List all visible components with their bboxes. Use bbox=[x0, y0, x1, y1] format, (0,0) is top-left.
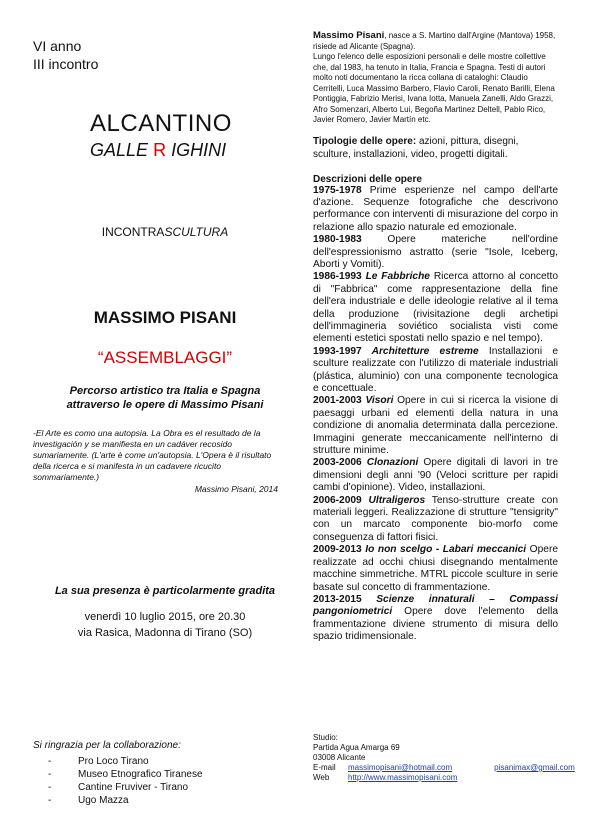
period-title: Architetture estreme bbox=[361, 345, 479, 357]
exhibition-title: “ASSEMBLAGGI” bbox=[97, 348, 233, 367]
period-text: Prime esperienze nel campo dell'arte d'azione. Sequenze fotografiche che descrivono performance con interventi di misurazione del corpo in relazione allo spazio naturale ed emozionale. bbox=[313, 184, 558, 233]
artist-name: MASSIMO PISANI bbox=[93, 308, 237, 327]
artist-bio bbox=[313, 31, 558, 126]
email-row bbox=[313, 763, 575, 773]
subtitle-line-2: attraverso le opere di Massimo Pisani bbox=[66, 399, 264, 411]
period-entry bbox=[313, 234, 558, 271]
period-text: Opere materiche nell'ordine dell'espressionismo astratto (serie "Isole, Iceberg, Aborti y Vomiti). bbox=[313, 234, 558, 270]
edition-info bbox=[33, 37, 98, 73]
gallery-name-part2: IGHINI bbox=[171, 140, 227, 160]
period-years: 2009-2013 bbox=[313, 544, 362, 556]
venue-title: ALCANTINO bbox=[90, 110, 232, 137]
quote-author: Massimo Pisani, 2014 bbox=[194, 484, 278, 494]
event-location: via Rasica, Madonna di Tirano (SO) bbox=[77, 627, 253, 639]
gallery-name bbox=[90, 140, 226, 161]
typologies bbox=[313, 135, 558, 161]
list-item: - Pro Loco Tirano bbox=[48, 755, 203, 768]
studio-label: Studio: bbox=[313, 733, 338, 742]
email-link-2[interactable]: pisanimax@gmail.com bbox=[494, 763, 575, 772]
gallery-name-part1: GALLE bbox=[90, 140, 149, 160]
series-name-a: INCONTRA bbox=[101, 225, 165, 239]
bio-text: , nasce a S. Martino dall'Argine (Mantova) 1958, risiede ad Alicante (Spagna). bbox=[313, 31, 556, 51]
list-item: - Museo Etnografico Tiranese bbox=[48, 768, 203, 781]
period-text: Opere dove l'elemento della frammentazione diviene strumento di misura dello spazio tridimensionale. bbox=[313, 606, 558, 643]
welcome-note: La sua presenza è particolarmente gradita bbox=[54, 585, 276, 597]
period-years: 1986-1993 bbox=[313, 271, 362, 283]
period-entry bbox=[313, 457, 558, 494]
typologies-text: azioni, pittura, disegni, sculture, installazioni, video, progetti digitali. bbox=[313, 135, 519, 160]
period-text: Opere in cui si ricerca la visione di paesaggi urbani ed elementi della natura in una condizione di anomalia determinata dalla percezione. Immagini generate meccanicamente nell'interno di strutture minime. bbox=[313, 395, 559, 457]
edition-year: VI anno bbox=[33, 38, 82, 54]
series-name bbox=[0, 225, 330, 239]
period-title: Clonazioni bbox=[361, 457, 419, 469]
period-entry bbox=[313, 185, 558, 235]
studio-address-1: Partida Agua Amarga 69 bbox=[313, 743, 400, 752]
period-title: Scienze innaturali – Compassi pangoniometrici bbox=[313, 593, 558, 618]
contacts bbox=[313, 733, 575, 783]
period-years: 1975-1978 bbox=[313, 184, 362, 196]
period-years: 2006-2009 bbox=[313, 494, 362, 506]
subtitle-line-1: Percorso artistico tra Italia e Spagna bbox=[69, 385, 261, 397]
artist-quote: -El Arte es como una autopsia. La Obra es el resultado de la investigación y se manifiesta en un cadáver recosido sumariamente. (L'arte è come un'autopsia. L'Opera è il risultato della ricerca e si manifesta in un cadavere ricucito sommariamente.) bbox=[33, 428, 272, 482]
bio-name: Massimo Pisani bbox=[313, 30, 385, 41]
bio-exhibitions: Lungo l'elenco delle esposizioni personali e delle mostre collettive che, dal 1983, ha tenuto in Italia, Francia e Spagna. Testi di autori molto noti documentano la ricca collana di cataloghi: Claudio Cerritelli, Luca Massimo Barbero, Flavio Caroli, Renato Barilli, Elena Pontiggia, Fabrizio Merisi, Ivana Iotta, Manuela Zanelli, Aldo Grazzi, Afro Somenzari, Alberto Lui, Begoña Martinez Deltell, Pablo Rico, Javier Romero, Javier Martín etc. bbox=[313, 52, 555, 124]
studio-address-2: 03008 Alicante bbox=[313, 753, 366, 762]
period-title: Io non scelgo - Labari meccanici bbox=[361, 544, 527, 556]
event-datetime: venerdì 10 luglio 2015, ore 20.30 bbox=[84, 611, 246, 623]
right-column bbox=[313, 31, 558, 644]
period-text: Tenso-strutture create con materiali leggeri. Realizzazione di strutture "tensigrity" con un marcato componente bio-morfo come conseguenza di fattori fisici. bbox=[313, 494, 558, 543]
email-link-1[interactable]: massimopisani@hotmail.com bbox=[348, 763, 453, 772]
period-entry bbox=[313, 271, 558, 345]
period-text: Installazioni e sculture realizzate con l'utilizzo di materiale industriali (plástica, aluminio) con una componente tecnologica e concettuale. bbox=[313, 345, 558, 394]
period-years: 2013-2015 bbox=[313, 593, 362, 605]
period-title: Le Fabbriche bbox=[361, 271, 430, 283]
edition-meeting: III incontro bbox=[33, 56, 99, 72]
period-years: 2001-2003 bbox=[313, 395, 362, 407]
thanks-title: Si ringrazia per la collaborazione: bbox=[33, 740, 181, 751]
period-entry bbox=[313, 544, 558, 594]
series-name-b: SCULTURA bbox=[164, 225, 229, 239]
period-text: Opere realizzate ad occhi chiusi disegnando mentalmente macchine simmetriche. MTRL piccole sculture in serie basate sul concetto di frammentazione. bbox=[313, 544, 558, 593]
web-row bbox=[313, 773, 575, 783]
period-entry bbox=[313, 594, 558, 644]
web-label: Web bbox=[313, 773, 330, 782]
period-entry bbox=[313, 346, 558, 396]
period-text: Ricerca attorno al concetto di "Fabbrica" come rappresentazione della fine dell'era industriale e delle ideologie relative al il tema della produzione (rivisitazione degli archetipi dell'immagineria soviético socialista visti come elementi estetici spostati nello spazio e nel tempo). bbox=[313, 271, 559, 345]
list-item: - Ugo Mazza bbox=[48, 794, 203, 807]
exhibition-subtitle bbox=[0, 384, 330, 412]
list-item: - Cantine Fruviver - Tirano bbox=[48, 781, 203, 794]
period-title: Ultraligeros bbox=[361, 494, 426, 506]
period-title: Visori bbox=[361, 395, 394, 407]
typologies-label: Tipologie delle opere: bbox=[313, 135, 417, 147]
period-text: Opere digitali di lavori in tre dimensioni degli anni '90 (Veloci scritture per rapidi cambi d'opinione). Video, installazioni. bbox=[313, 457, 558, 494]
thanks-list bbox=[48, 755, 203, 807]
descriptions-title: Descrizioni delle opere bbox=[313, 173, 422, 185]
period-list bbox=[313, 185, 558, 644]
gallery-name-r: R bbox=[153, 140, 167, 160]
event-details bbox=[0, 609, 330, 641]
bio-intro bbox=[313, 31, 558, 52]
period-years: 1980-1983 bbox=[313, 234, 362, 246]
period-entry bbox=[313, 395, 558, 457]
period-entry bbox=[313, 495, 558, 545]
email-label: E-mail bbox=[313, 763, 336, 772]
period-years: 2003-2006 bbox=[313, 457, 362, 469]
period-years: 1993-1997 bbox=[313, 345, 362, 357]
website-link[interactable]: http://www.massimopisani.com bbox=[348, 773, 458, 782]
